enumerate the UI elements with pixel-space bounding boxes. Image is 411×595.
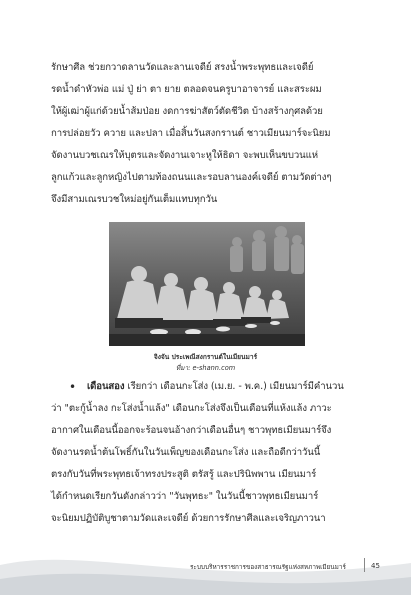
text-line: ได้กำหนดเรียกวันดังกล่าวว่า "วันพุทธะ" ในวันนี้ชาวพุทธเมียนมาร์ [51, 491, 319, 502]
figure-caption: จิงจัน ประเพณีสงกรานต์ในเมียนมาร์ [153, 353, 258, 361]
text-line: รดน้ำดำหัวพ่อ แม่ ปู่ ย่า ตา ยาย ตลอดจนครูบาอาจารย์ และสระผม [51, 84, 322, 95]
page-number: 45 [371, 562, 380, 570]
text-line: จัดงานรดน้ำต้นโพธิ์กันในวันเพ็ญของเดือนกะโส่ง และถือดีกว่าวันนี้ [51, 447, 321, 458]
text-line: ให้ผู้เฒ่าผู้แก่ด้วยน้ำส้มป่อย งดการฆ่าสัตว์ตัดชีวิต บ้างสร้างกุศลด้วย [51, 106, 323, 117]
text-line: จึงมีสามเณรบวชใหม่อยู่กันเต็มแทบทุกวัน [51, 194, 218, 205]
text-line [87, 381, 344, 393]
text-line: การปล่อยวัว ควาย และปลา เมื่อสิ้นวันสงกรานต์ ชาวเมียนมาร์จะนิยม [51, 128, 331, 139]
text-line: จัดงานบวชเณรให้บุตรและจัดงานเจาะหูให้ธิดา จะพบเห็นขบวนแห่ [51, 150, 318, 161]
bullet-text: เรียกว่า เดือนกะโส่ง (เม.ย. - พ.ค.) เมียนมาร์มีคำนวน [124, 381, 344, 392]
festival-photo [109, 222, 305, 346]
text-line: จะนิยมปฏิบัติบูชาตามวัดและเจดีย์ ด้วยการรักษาศีลและเจริญภาวนา [51, 513, 326, 524]
text-line: อากาศในเดือนนี้ออกจะร้อนจนอ้างกว่าเดือนอื่นๆ ชาวพุทธเมียนมาร์จึง [51, 425, 332, 436]
bullet-marker: • [69, 380, 77, 394]
figure-source: ที่มา: e-shann.com [175, 364, 236, 372]
footer-divider [364, 558, 365, 572]
bullet-heading: เดือนสอง [87, 381, 125, 392]
text-line: รักษาศีล ช่วยกวาดลานวัดและลานเจดีย์ สรงน้ำพระพุทธและเจดีย์ [51, 62, 314, 73]
text-line: ลูกแก้วและลูกหญิงไปตามท้องถนนและรอบลานองค์เจดีย์ ตามวัดต่างๆ [51, 172, 332, 183]
text-line: ตรงกับวันที่พระพุทธเจ้าทรงประสูติ ตรัสรู้ และปรินิพพาน เมียนมาร์ [51, 469, 317, 480]
footer-title: ระบบบริหารราชการของสาธารณรัฐแห่งสหภาพเมียนมาร์ [190, 563, 346, 571]
text-line: ว่า "ตะกู้น้ำลง กะโส่งน้ำแล้ง" เดือนกะโส่งจึงเป็นเดือนที่แห้งแล้ง ภาวะ [51, 403, 332, 414]
